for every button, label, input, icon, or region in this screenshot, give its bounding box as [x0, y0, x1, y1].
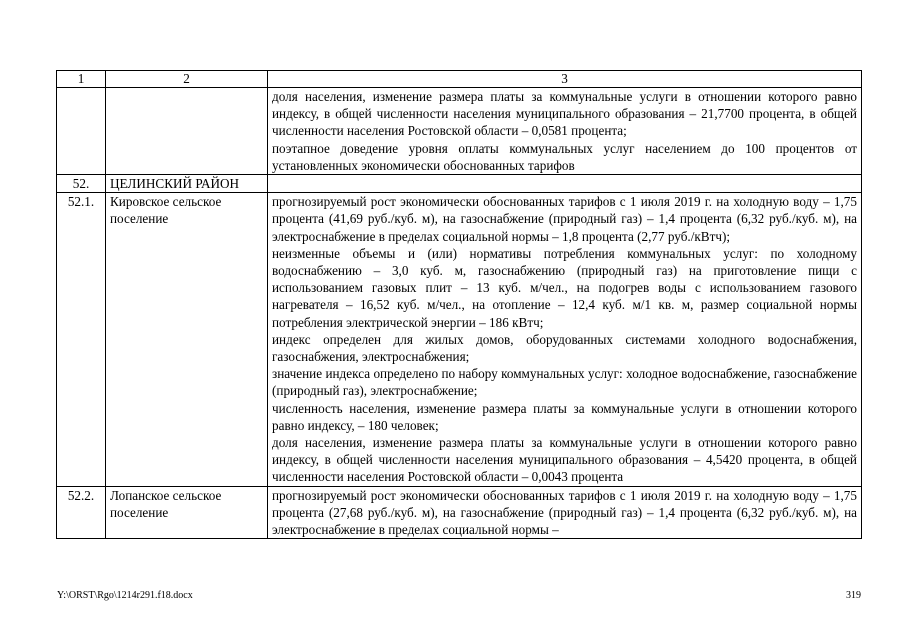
- header-cell-1: 1: [57, 71, 106, 88]
- table-row: [57, 193, 862, 486]
- empty-cell: [268, 175, 862, 193]
- settlement-name: Кировское сельское поселение: [106, 193, 268, 486]
- district-row: [57, 175, 862, 193]
- paragraph: численность населения, изменение размера платы за коммунальные услуги в отношении которого равно индексу, – 180 человек;: [272, 400, 857, 433]
- row-number: 52.2.: [57, 486, 106, 539]
- row-number: 52.1.: [57, 193, 106, 486]
- paragraph: доля населения, изменение размера платы за коммунальные услуги в отношении которого равно индексу, в общей численности населения муниципального образования – 21,7700 процента, в общей численности населения Ростовской области – 0,0581 процента;: [272, 89, 857, 139]
- header-cell-3: 3: [268, 71, 862, 88]
- footer-file-path: Y:\ORST\Rgo\1214r291.f18.docx: [57, 590, 193, 601]
- paragraph: доля населения, изменение размера платы за коммунальные услуги в отношении которого равно индексу, в общей численности населения муниципального образования – 4,5420 процента, в общей численности населения Ростовской области – 0,0043 процента: [272, 435, 857, 485]
- table-row: [57, 88, 862, 175]
- row-content: [268, 486, 862, 539]
- row-number: [57, 88, 106, 175]
- settlement-name: [106, 88, 268, 175]
- header-cell-2: 2: [106, 71, 268, 88]
- footer-page-number: 319: [846, 590, 861, 601]
- paragraph: индекс определен для жилых домов, оборудованных системами холодного водоснабжения, газоснабжения, электроснабжения;: [272, 331, 857, 365]
- row-number: 52.: [57, 175, 106, 193]
- table-row: [57, 486, 862, 539]
- document-table: [56, 70, 862, 539]
- paragraph: прогнозируемый рост экономически обоснованных тарифов с 1 июля 2019 г. на холодную воду – 1,75 процента (41,69 руб./куб. м), на газоснабжение (природный газ) – 1,4 процента (6,32 руб./куб. м), на электроснабжение в пределах социальной нормы – 1,8 процента (2,77 руб./кВтч);: [272, 194, 857, 244]
- paragraph: неизменные объемы и (или) нормативы потребления коммунальных услуг: по холодному водоснабжению – 3,0 куб. м, газоснабжению (природный газ) на приготовление пищи с использованием газовых плит – 13 куб. м/чел., на подогрев воды с использованием газового нагревателя – 16,52 куб. м/чел., на отопление – 12,4 куб. м/1 кв. м, размер социальной нормы потребления электрической энергии – 186 кВтч;: [272, 245, 857, 330]
- paragraph: прогнозируемый рост экономически обоснованных тарифов с 1 июля 2019 г. на холодную воду – 1,75 процента (27,68 руб./куб. м), на газоснабжение (природный газ) – 1,4 процента (6,32 руб./куб. м), на электроснабжение в пределах социальной нормы –: [272, 487, 857, 538]
- row-content: [268, 193, 862, 486]
- paragraph: поэтапное доведение уровня оплаты коммунальных услуг населением до 100 процентов от установленных экономически обоснованных тарифов: [272, 140, 857, 173]
- row-content: [268, 88, 862, 175]
- district-name: ЦЕЛИНСКИЙ РАЙОН: [106, 175, 268, 193]
- paragraph: значение индекса определено по набору коммунальных услуг: холодное водоснабжение, газоснабжение (природный газ), электроснабжение;: [272, 366, 857, 399]
- table-header-row: [57, 71, 862, 88]
- settlement-name: Лопанское сельское поселение: [106, 486, 268, 539]
